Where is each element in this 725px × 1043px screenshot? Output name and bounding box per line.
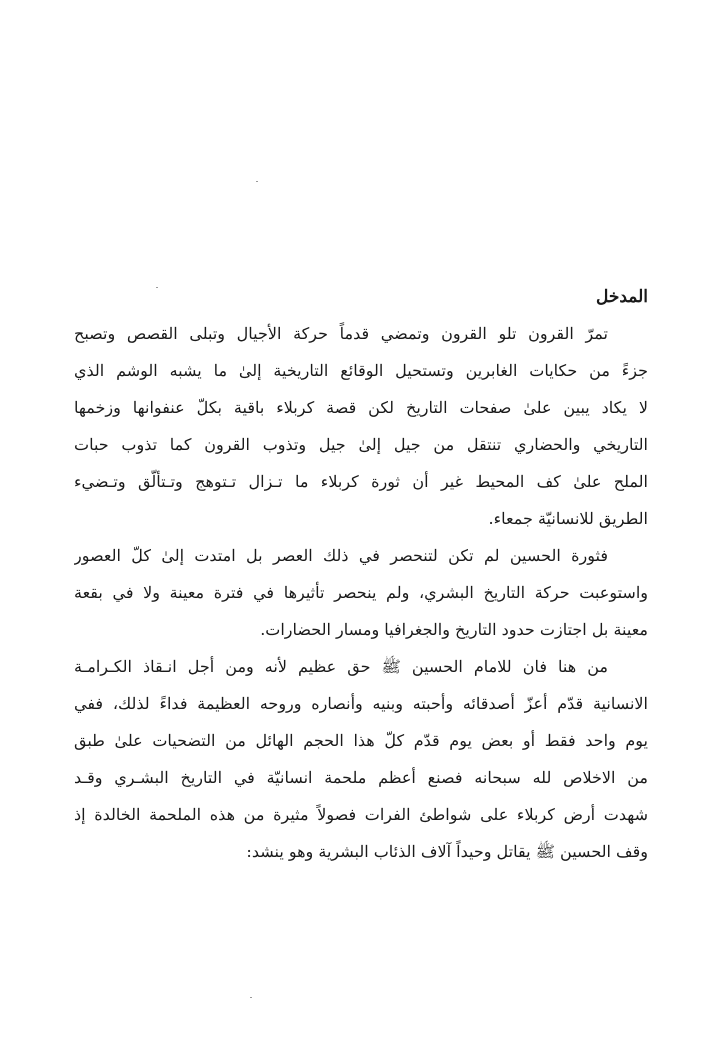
text-line: الملح علىٰ كف المحيط غير أن ثورة كربلاء ما تـزال تـتوهج وتـتألّق وتـضيء [74,472,648,491]
text-line: من هنا فان للامام الحسين ﷺ حق عظيم لأنه ومن أجل انـقاذ الكـرامـة [74,657,608,676]
scan-speck [250,997,252,998]
scan-speck [256,181,258,182]
page-body [74,279,648,870]
section-heading: المدخل [595,287,648,307]
text-line: واستوعبت حركة التاريخ البشري، ولم ينحصر تأثيرها في فترة معينة ولا في بقعة [74,583,648,602]
text-line: شهدت أرض كربلاء على شواطئ الفرات فصولاً مثيرة من هذه الملحمة الخالدة إذ [74,805,648,824]
text-line: الانسانية قدّم أعزّ أصدقائه وأحبته وبنيه وأنصاره وروحه العظيمة فداءً لذلك، ففي [74,694,648,713]
text-line: تمرّ القرون تلو القرون وتمضي قدماً حركة الأجيال وتبلى القصص وتصبح [74,324,608,343]
text-line: من الاخلاص لله سبحانه فصنع أعظم ملحمة انسانيّة في التاريخ البشـري وقـد [74,768,648,787]
text-line: يوم واحد فقط أو بعض يوم قدّم كلّ هذا الحجم الهائل من التضحيات علىٰ طبق [74,731,648,750]
text-line: التاريخي والحضاري تنتقل من جيل إلىٰ جيل وتذوب القرون كما تذوب حبات [74,435,648,454]
text-line: فثورة الحسين لم تكن لتنحصر في ذلك العصر بل امتدت إلىٰ كلّ العصور [74,546,608,565]
paragraph-last-line: معينة بل اجتازت حدود التاريخ والجغرافيا ومسار الحضارات. [260,620,648,639]
paragraph-last-line: وقف الحسين ﷺ يقاتل وحيداً آلاف الذئاب البشرية وهو ينشد: [246,842,648,861]
paragraph-last-line: الطريق للانسانيّة جمعاء. [488,509,648,528]
text-line: لا يكاد يبين علىٰ صفحات التاريخ لكن قصة كربلاء باقية بكلّ عنفوانها وزخمها [74,398,648,417]
scan-speck [156,287,158,288]
text-line: جزءً من حكايات الغابرين وتستحيل الوقائع التاريخية إلىٰ ما يشبه الوشم الذي [74,361,648,380]
